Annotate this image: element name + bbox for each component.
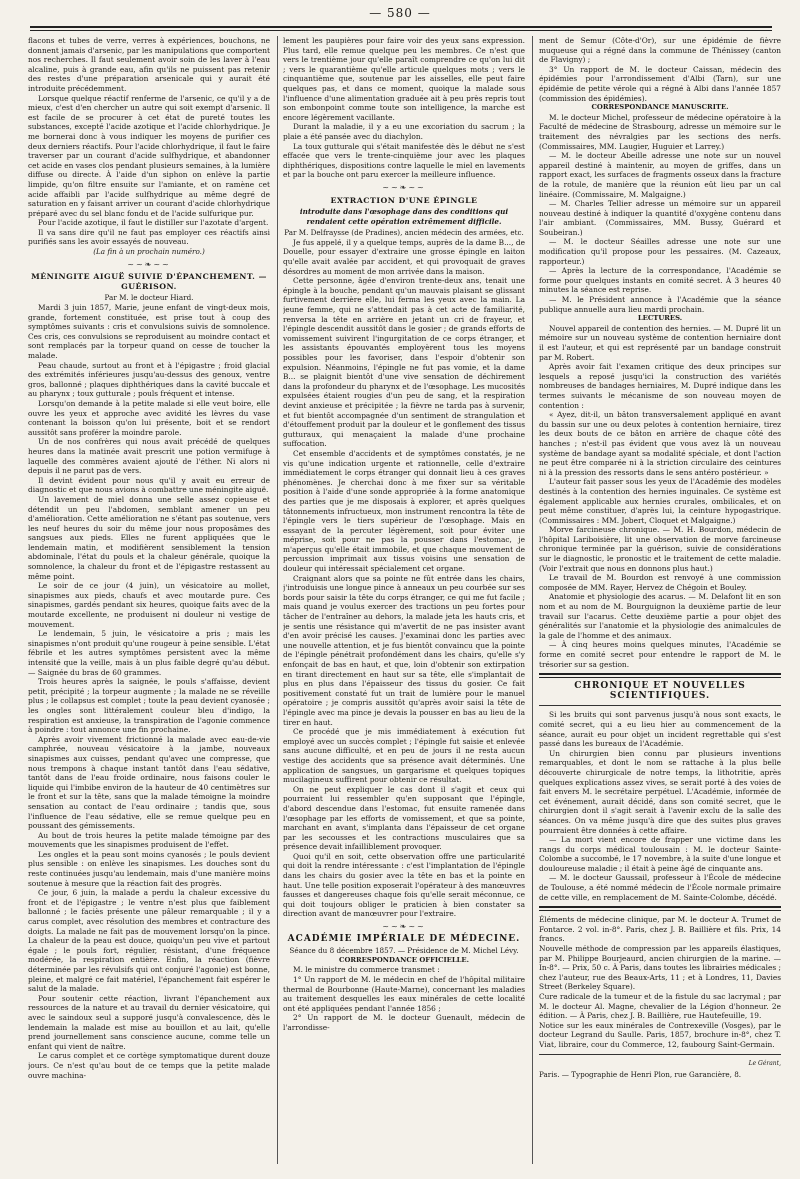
section-title: ACADÉMIE IMPÉRIALE DE MÉDECINE. [287, 933, 521, 944]
paragraph: Ce procédé que je mis immédiatement à exécution fut employé avec un succès complet ; l'épingle fut saisie et enlevée sans aucune difficulté, et en peu de jours il ne resta aucun vestige des accidents que sa présence avait déterminés. Une application de sangsues, un gargarisme et quelques topiques mucilagineux suffirent pour obtenir ce résultat. [283, 727, 525, 785]
paragraph: Pour soutenir cette réaction, livrant l'épanchement aux ressources de la nature et au travail du dernier vésicatoire, qui avec le saindoux seul a supporé jusqu'à convalescence, dès le lendemain la malade est mise au bouillon et au lait, qu'elle prend journellement sans conscience aucune, comme telle un enfant qui vient de naître. [28, 993, 270, 1051]
paragraph: Craignant alors que sa pointe ne fût entrée dans les chairs, j'introduisis une longue pince à anneaux un peu courbée sur ses bords pour saisir la tête du corps étranger, ce qui me fut facile ; mais quand je voulus exercer des tractions un peu fortes pour tâcher de l'entraîner au dehors, la malade jeta les hauts cris, et je sentis une résistance qui m'avertit de ne pas insister avant d'en avoir précisé les causes. J'examinai donc les parties avec une nouvelle attention, et je fus bientôt convaincu que la pointe de l'épingle pénétrait profondément dans les chairs, qu'elle s'y enfonçait de bas en haut, et que, loin d'obtenir son extirpation en tirant directement en haut sur sa tête, elle s'implantait de plus en plus dans l'épaisseur des tissus du gosier. Ce fait positivement constaté fut un trait de lumière pour le manuel opératoire ; je compris aussitôt qu'après avoir saisi la tête de l'épingle avec ma pince je devais la pousser en bas au lieu de la tirer en haut. [283, 573, 525, 727]
section-rule [539, 705, 781, 706]
ornament-divider: ~~❧~~ [382, 922, 426, 932]
session-line: Séance du 8 décembre 1857. — Présidence de M. Michel Lévy. [289, 946, 519, 956]
paragraph: Lorsque quelque réactif renferme de l'arsenic, ce qu'il y a de mieux, c'est d'en chercher un autre qui soit exempt d'arsenic. Il est facile de se procurer à cet état de pureté toutes les substances, excepté l'acide azotique et l'acide chlorhydrique. Je me bornerai donc à vous indiquer les moyens de purifier ces deux derniers réactifs. Pour l'acide chlorhydrique, il faut le faire traverser par un courant d'acide sulfhydrique, et abandonner cet acide en vases clos pendant plusieurs semaines, à la lumière diffuse ou directe. À l'aide d'un siphon on enlève la partie limpide, qu'on filtre ensuite sur l'amiante, et on ramène cet acide affaibli par l'acide sulfhydrique au même degré de saturation en y faisant arriver un courant d'acide chlorhydrique préparé avec du sel blanc fondu et de l'acide sulfurique pur. [28, 93, 270, 218]
paragraph: Cet ensemble d'accidents et de symptômes constatés, je ne vis qu'une indication urgente et rationnelle, celle d'extraire immédiatement le corps étranger qui donnait lieu à ces graves phénomènes. Je cherchai donc à me fixer sur sa véritable position à l'aide d'une sonde appropriée à la forme anatomique des parties que je me disposais à explorer, et après quelques tâtonnements infructueux, mon instrument rencontra la tête de l'épingle vers le tiers supérieur de l'œsophage. Mais en essayant de la percuter légèrement, soit pour éviter une méprise, soit pour ne pas la pousser dans l'estomac, je m'aperçus qu'elle était immobile, et que chaque mouvement de percussion imprimait aux tissus voisins une sensation de douleur qui intéressait spécialement cet organe. [283, 448, 525, 574]
paragraph: Peau chaude, surtout au front et à l'épigastre ; froid glacial des extrémités inférieures jusqu'au-dessus des genoux, ventre gros, ballonné ; plaques diphthériques dans la cavité buccale et au pharynx ; toux gutturale ; pouls fréquent et intense. [28, 360, 270, 399]
column-3 [539, 36, 781, 1164]
book-notice: Éléments de médecine clinique, par M. le docteur A. Trumet de Fontarce. 2 vol. in-8°. Paris, chez J. B. Baillière et fils. Prix, 14 francs. [539, 915, 781, 944]
printer-line: Paris. — Typographie de Henri Plon, rue Garancière, 8. [539, 1070, 742, 1080]
paragraph: Le carus complet et ce cortège symptomatique durent douze jours. Ce n'est qu'au bout de ce temps que la petite malade ouvre machina- [28, 1051, 270, 1080]
paragraph: Le lendemain, 5 juin, le vésicatoire a pris ; mais les sinapismes n'ont produit qu'une rougeur à peine sensible. L'état fébrile et les autres symptômes persistent avec la même intensité que la veille, mais à un plus faible degré qu'au début. — Saignée du bras de 60 grammes. [28, 629, 270, 677]
column-1 [28, 36, 270, 1164]
paragraph: Un lavement de miel donna une selle assez copieuse et détendit un peu l'abdomen, semblant amener un peu d'amélioration. Cette amélioration ne s'étant pas soutenue, vers les neuf heures du soir du même jour nous proposâmes des sangsues aux pieds. Elles ne furent appliquées que le lendemain matin, et modifièrent sensiblement la tension abdominale, l'état du pouls et la chaleur générale, quoique la somnolence, la chaleur du front et de l'épigastre restassent au même point. [28, 494, 270, 581]
paragraph: Pour l'acide azotique, il faut le distiller sur l'azotate d'argent. [38, 218, 269, 228]
paragraph: 1° Un rapport de M. le médecin en chef de l'hôpital militaire thermal de Bourbonne (Haute-Marne), concernant les maladies au traitement desquelles les eaux minérales de cette localité ont été appliquées pendant l'année 1856 ; [283, 975, 525, 1013]
footer-rule [539, 1054, 781, 1055]
paragraph: Quoi qu'il en soit, cette observation offre une particularité qui doit la rendre intéressante : c'est l'implantation de l'épingle dans les chairs du gosier avec la tête en bas et la pointe en haut. Une telle position exposerait l'opérateur à des manœuvres fausses et dangereuses chaque fois qu'elle serait méconnue, ce qui doit toujours obliger le praticien à bien constater sa direction avant de manœuvrer pour l'extraire. [283, 851, 525, 919]
paragraph: — M. le docteur Abeille adresse une note sur un nouvel appareil destiné à maintenir, au moyen de griffes, dans un rapport exact, les surfaces de fragments osseux dans la fracture de la rotule, de manière que la réunion eût lieu par un cal linéaire. (Commissaire, M. Malgaigne.) [539, 151, 781, 199]
paragraph: Le travail de M. Bourdon est renvoyé à une commission composée de MM. Rayer, Hervez de Chégoin et Bouley. [539, 573, 781, 592]
ornament-divider: ~~❧~~ [127, 259, 171, 269]
subsection-title: CORRESPONDANCE MANUSCRITE. [591, 103, 729, 112]
paragraph: Je fus appelé, il y a quelque temps, auprès de la dame B..., de Douelle, pour essayer d'extraire une grosse épingle en laiton qu'elle avait avalée par accident, et qui provoquait de graves désordres au moment de mon arrivée dans la maison. [283, 237, 525, 276]
paragraph: Les ongles et la peau sont moins cyanosés ; le pouls devient plus sensible : on enlève les sinapismes. Les douches sont du reste continuées jusqu'au lendemain, mais d'une manière moins soutenue à mesure que la réaction fait des progrès. [28, 849, 270, 888]
paragraph: Anatomie et physiologie des acarus. — M. Delafont lit en son nom et au nom de M. Bourguignon la deuxième partie de leur travail sur l'acarus. Cette deuxième partie a pour objet des généralités sur l'anatomie et la physiologie des animalcules de la gale de l'homme et des animaux. [539, 592, 781, 640]
paragraph: « Ayez, dit-il, un bâton transversalement appliqué en avant du bassin sur une ou deux pelotes à contention herniaire, tirez les deux bouts de ce bâton en arrière de chaque côté des hanches ; n'est-il pas évident que vous avez là un nouveau système de bandage ayant sa modalité spéciale, et dont l'action ne peut être comparée ni à la striction circulaire des ceintures ni à la pression des ressorts dans le sens antéro postérieur. » [539, 410, 781, 477]
paragraph: L'auteur fait passer sous les yeux de l'Académie des modèles destinés à la contention des hernies inguinales. Ce système est également applicable aux hernies crurales, ombilicales, et on peut même constituer, d'après lui, la ceinture hypogastrique. (Commissaires : MM. Jobert, Cloquet et Malgaigne.) [539, 477, 781, 525]
paragraph: flacons et tubes de verre, verres à expériences, bouchons, ne donnent jamais d'arsenic, par les manipulations que comportent nos recherches. Il faut seulement avoir soin de les laver à l'eau alcaline, puis à grande eau, afin qu'ils ne puissent pas retenir des restes d'une préparation arsenicale qui y aurait été introduite précédemment. [28, 36, 270, 93]
paragraph: Morve farcineuse chronique. — M. H. Bourdon, médecin de l'hôpital Lariboisière, lit une observation de morve farcineuse chronique terminée par la guérison, suivie de considérations sur le diagnostic, le pronostic et le traitement de cette maladie. (Voir l'extrait que nous en donnons plus haut.) [539, 525, 781, 573]
header-rule [30, 26, 772, 31]
paragraph: Au bout de trois heures la petite malade témoigne par des mouvements que les sinapismes produisent de l'effet. [28, 830, 270, 850]
paragraph: Mardi 3 juin 1857, Marie, jeune enfant de vingt-deux mois, grande, fortement constituée, est prise tout à coup des symptômes suivants : cris et convulsions suivis de somnolence. Ces cris, ces convulsions se reproduisent au moindre contact et sont remplacés par la torpeur quand on cesse de toucher la malade. [28, 303, 270, 360]
page-number: — 580 — [369, 6, 431, 20]
paragraph: Un chirurgien bien connu par plusieurs inventions remarquables, et dont le nom se rattache à la plus belle découverte chirurgicale de notre temps, la lithotritie, après quelques explications assez vives, se serait porté à des voies de fait envers M. le secrétaire perpétuel. L'Académie, informée de cet événement, aurait décidé, dans son comité secret, que le chirurgien dont il s'agit serait à l'avenir exclu de la salle des séances. On va même jusqu'à dire que des suites plus graves pourraient être données à cette affaire. [539, 748, 781, 835]
section-rule [539, 906, 781, 911]
subsection-title: CORRESPONDANCE OFFICIELLE. [339, 955, 469, 964]
gerant-label: Le Gérant, [748, 1059, 781, 1067]
paragraph: — M. Charles Tellier adresse un mémoire sur un appareil nouveau destiné à indiquer la quantité d'oxygène contenu dans l'air ambiant. (Commissaires, MM. Bussy, Guérard et Soubeiran.) [539, 199, 781, 237]
paragraph: Cette personne, âgée d'environ trente-deux ans, tenait une épingle à la bouche, pendant qu'un mauvais plaisant se glissant furtivement derrière elle, lui ferma les yeux avec la main. La jeune femme, qui ne s'attendait pas à cet acte de familiarité, renversa la tête en arrière en jetant un cri de frayeur, et l'épingle descendit aussitôt dans le gosier ; de grands efforts de vomissement suivirent l'ingurgitation de ce corps étranger, et les assistants épouvantés employèrent tous les moyens possibles pour les favoriser, dans l'espoir d'obtenir son expulsion. Néanmoins, l'épingle ne fut pas vomie, et la dame B... se plaignit bientôt d'une vive sensation de déchirement dans la profondeur du pharynx et de l'œsophage. Les mucosités expulsées étaient rougies d'un peu de sang, et la respiration devint anxieuse et précipitée ; la fièvre ne tarda pas à survenir, et fut bientôt accompagnée d'un sentiment de strangulation et d'étouffement produit par la douleur et le gonflement des tissus gutturaux, qui menaçaient la malade d'une prochaine suffocation. [283, 276, 525, 449]
paragraph: Ce jour, 6 juin, la malade a perdu la chaleur excessive du front et de l'épigastre ; le ventre n'est plus que faiblement ballonné ; le faciès présente une pâleur remarquable ; il y a carus complet, avec résolution des membres et contracture des doigts. La malade ne fait pas de mouvement lorsqu'on la pince. La chaleur de la peau est douce, quoiqu'un peu vive et partout égale ; le pouls fort, régulier, résistant, d'une fréquence modérée, la respiration entière. Enfin, la réaction (fièvre déterminée par les révulsifs qui ont conjuré l'agonie) est bonne, pleine, et malgré ce fait matériel, l'épanchement fait espérer le salut de la malade. [28, 888, 270, 994]
paragraph: Lorsqu'on demande à la petite malade si elle veut boire, elle ouvre les yeux et approche avec avidité les lèvres du vase contenant la boisson qu'on lui présente, boit et se rendort aussitôt sans proférer la moindre parole. [28, 398, 270, 437]
subsection-title: LECTURES. [637, 314, 683, 323]
article-title: EXTRACTION D'UNE ÉPINGLE [330, 195, 478, 205]
column-divider [532, 36, 533, 1164]
paragraph: Il va sans dire qu'il ne faut pas employer ces réactifs ainsi purifiés sans les avoir essayés de nouveau. [28, 227, 270, 247]
column-2 [283, 36, 525, 1164]
paragraph: La toux gutturale qui s'était manifestée dès le début ne s'est effacée que vers le trente-cinquième jour avec les plaques diphthériques, dispositions contre laquelle le miel en lavements et par la bouche ont paru exercer la meilleure influence. [283, 141, 525, 180]
article-title: MÉNINGITE AIGUË SUIVIE D'ÉPANCHEMENT. — GUÉRISON. [31, 272, 267, 291]
article-subtitle: introduite dans l'œsophage dans des conditions qui rendaient cette opération extrêmement difficile. [299, 207, 509, 226]
paragraph: — M. le Président annonce à l'Académie que la séance publique annuelle aura lieu mardi prochain. [539, 295, 781, 314]
paragraph: lement les paupières pour faire voir des yeux sans expression. Plus tard, elle remue quelque peu les membres. Ce n'est que vers le trentième jour qu'elle paraît comprendre ce qu'on lui dit ; vers le quarantième qu'elle articule quelques mots ; vers le cinquantième que, soutenue par les aisselles, elle peut faire quelques pas, et dans ce moment, quoique la malade sous l'influence d'une alimentation graduée ait à peu près repris tout son embonpoint comme toute son intelligence, la marche est encore légèrement vacillante. [283, 36, 525, 122]
paragraph: Après avoir vivement frictionné la malade avec eau-de-vie camphrée, nouveau vésicatoire à la jambe, nouveaux sinapismes aux cuisses, pendant qu'avec une compresse, que nous trempons à chaque instant tantôt dans l'eau sédative, tantôt dans de l'eau froide ordinaire, nous faisons couler le liquide qui l'imbibe environ de la hauteur de 40 centimètres sur le front et sur la tête, sans que la malade témoigne la moindre sensation au contact de l'eau ordinaire ; tandis que, sous l'influence de l'eau sédative, elle se remue quelque peu en poussant des gémissements. [28, 734, 270, 831]
paragraph: M. le ministre du commerce transmet : [293, 965, 440, 975]
paragraph: — À cinq heures moins quelques minutes, l'Académie se forme en comité secret pour entendre le rapport de M. le trésorier sur sa gestion. [539, 640, 781, 669]
paragraph: On ne peut expliquer le cas dont il s'agit et ceux qui pourraient lui ressembler qu'en supposant que l'épingle, d'abord descendue dans l'estomac, fut ensuite ramenée dans l'œsophage par les efforts de vomissement, et que sa pointe, marchant en avant, s'implanta dans l'épaisseur de cet organe par les secousses et les contractions musculaires que sa présence devait infailliblement provoquer. [283, 784, 525, 852]
paragraph: — M. le docteur Séailles adresse une note sur une modification qu'il propose pour les pessaires. (M. Cazeaux, rapporteur.) [539, 237, 781, 266]
section-title: CHRONIQUE ET NOUVELLES SCIENTIFIQUES. [574, 681, 746, 701]
paragraph: 3° Un rapport de M. le docteur Caissan, médecin des épidémies pour l'arrondissement d'Albi (Tarn), sur une épidémie de petite vérole qui a régné à Albi dans l'année 1857 (commission des épidémies). [539, 64, 781, 103]
book-notice: Nouvelle méthode de compression par les appareils élastiques, par M. Philippe Bourjeaurd, ancien chirurgien de la marine. — In-8°. — Prix, 50 c. À Paris, dans toutes les librairies médicales ; chez l'auteur, rue des Beaux-Arts, 11 ; et à Londres, 11, Davies Street (Berkeley Square). [539, 944, 781, 992]
article-author: Par M. le docteur Hiard. [104, 293, 194, 303]
book-notice: Notice sur les eaux minérales de Contrexeville (Vosges), par le docteur Legrand du Saulle. Paris, 1857, brochure in-8°, chez T. Viat, libraire, cour du Commerce, 12, faubourg Saint-Germain. [539, 1020, 781, 1049]
paragraph: Durant la maladie, il y a eu une excoriation du sacrum ; la plaie a été pansée avec du diachylon. [283, 122, 525, 141]
paragraph: Si les bruits qui sont parvenus jusqu'à nous sont exacts, le comité secret, qui a eu lieu hier au commencement de la séance, aurait eu pour objet un incident regrettable qui s'est passé dans les bureaux de l'Académie. [539, 710, 781, 749]
paragraph: Un de nos confrères qui nous avait précédé de quelques heures dans la matinée avait prescrit une potion vermifuge à laquelle des commères avaient ajouté de l'éther. Ni alors ni depuis il ne parut pas de vers. [28, 437, 270, 476]
paragraph: ment de Semur (Côte-d'Or), sur une épidémie de fièvre muqueuse qui a régné dans la commune de Thénissey (canton de Flavigny) ; [539, 36, 781, 65]
paragraph: — Après la lecture de la correspondance, l'Académie se forme pour quelques instants en comité secret. À 3 heures 40 minutes la séance est reprise. [539, 266, 781, 295]
ornament-divider: ~~❧~~ [382, 182, 426, 192]
paragraph: 2° Un rapport de M. le docteur Guenault, médecin de l'arrondisse- [283, 1013, 525, 1032]
book-notice: Cure radicale de la tumeur et de la fistule du sac lacrymal ; par M. le docteur Al. Magne, chevalier de la Légion d'honneur. 2e édition. — À Paris, chez J. B. Baillière, rue Hautefeuille, 19. [539, 992, 781, 1021]
paragraph: Après avoir fait l'examen critique des deux principes sur lesquels a reposé jusqu'ici la construction des variétés nombreuses de bandages herniaires, M. Dupré indique dans les termes suivants le mécanisme de son nouveau moyen de contention : [539, 362, 781, 410]
paragraph: Le soir de ce jour (4 juin), un vésicatoire au mollet, sinapismes aux pieds, chaufs et avec moutarde pure. Ces sinapismes, gardés pendant six heures, quoique faits avec de la moutarde excellente, ne produisent ni douleur ni vestige de mouvement. [28, 581, 270, 629]
paragraph: — La mort vient encore de frapper une victime dans les rangs du corps médical toulousain : M. le docteur Sainte-Colombe a succombé, le 17 novembre, à la suite d'une longue et douloureuse maladie ; il était à peine âgé de cinquante ans. [539, 835, 781, 873]
column-divider [277, 36, 278, 1164]
section-rule [539, 673, 781, 678]
paragraph: Trois heures après la saignée, le pouls s'affaisse, devient petit, précipité ; la torpeur augmente ; la malade ne se réveille plus ; le collapsus est complet ; toute la peau devient cyanosée ; les ongles sont littéralement couleur bleu d'indigo, la respiration est anxieuse, la transpiration de l'agonie commence à poindre : tout annonce une fin prochaine. [28, 677, 270, 735]
paragraph: Nouvel appareil de contention des hernies. — M. Dupré lit un mémoire sur un nouveau système de contention herniaire dont il est l'auteur, et qui est représenté par un bandage construit par M. Robert. [539, 323, 781, 362]
paragraph: Il devint évident pour nous qu'il y avait eu erreur de diagnostic et que nous avions à combattre une méningite aiguë. [28, 475, 270, 495]
paragraph: M. le docteur Michel, professeur de médecine opératoire à la Faculté de médecine de Strasbourg, adresse un mémoire sur le traitement des névralgies par les sections des nerfs. (Commissaires, MM. Laugier, Huguier et Larrey.) [539, 112, 781, 151]
continuation-note: (La fin à un prochain numéro.) [93, 247, 205, 257]
paragraph: — M. le docteur Gaussail, professeur à l'École de médecine de Toulouse, a été nommé médecin de l'École normale primaire de cette ville, en remplacement de M. Sainte-Colombe, décédé. [539, 873, 781, 902]
article-author: Par M. Delfraysse (de Pradines), ancien médecin des armées, etc. [284, 228, 524, 238]
